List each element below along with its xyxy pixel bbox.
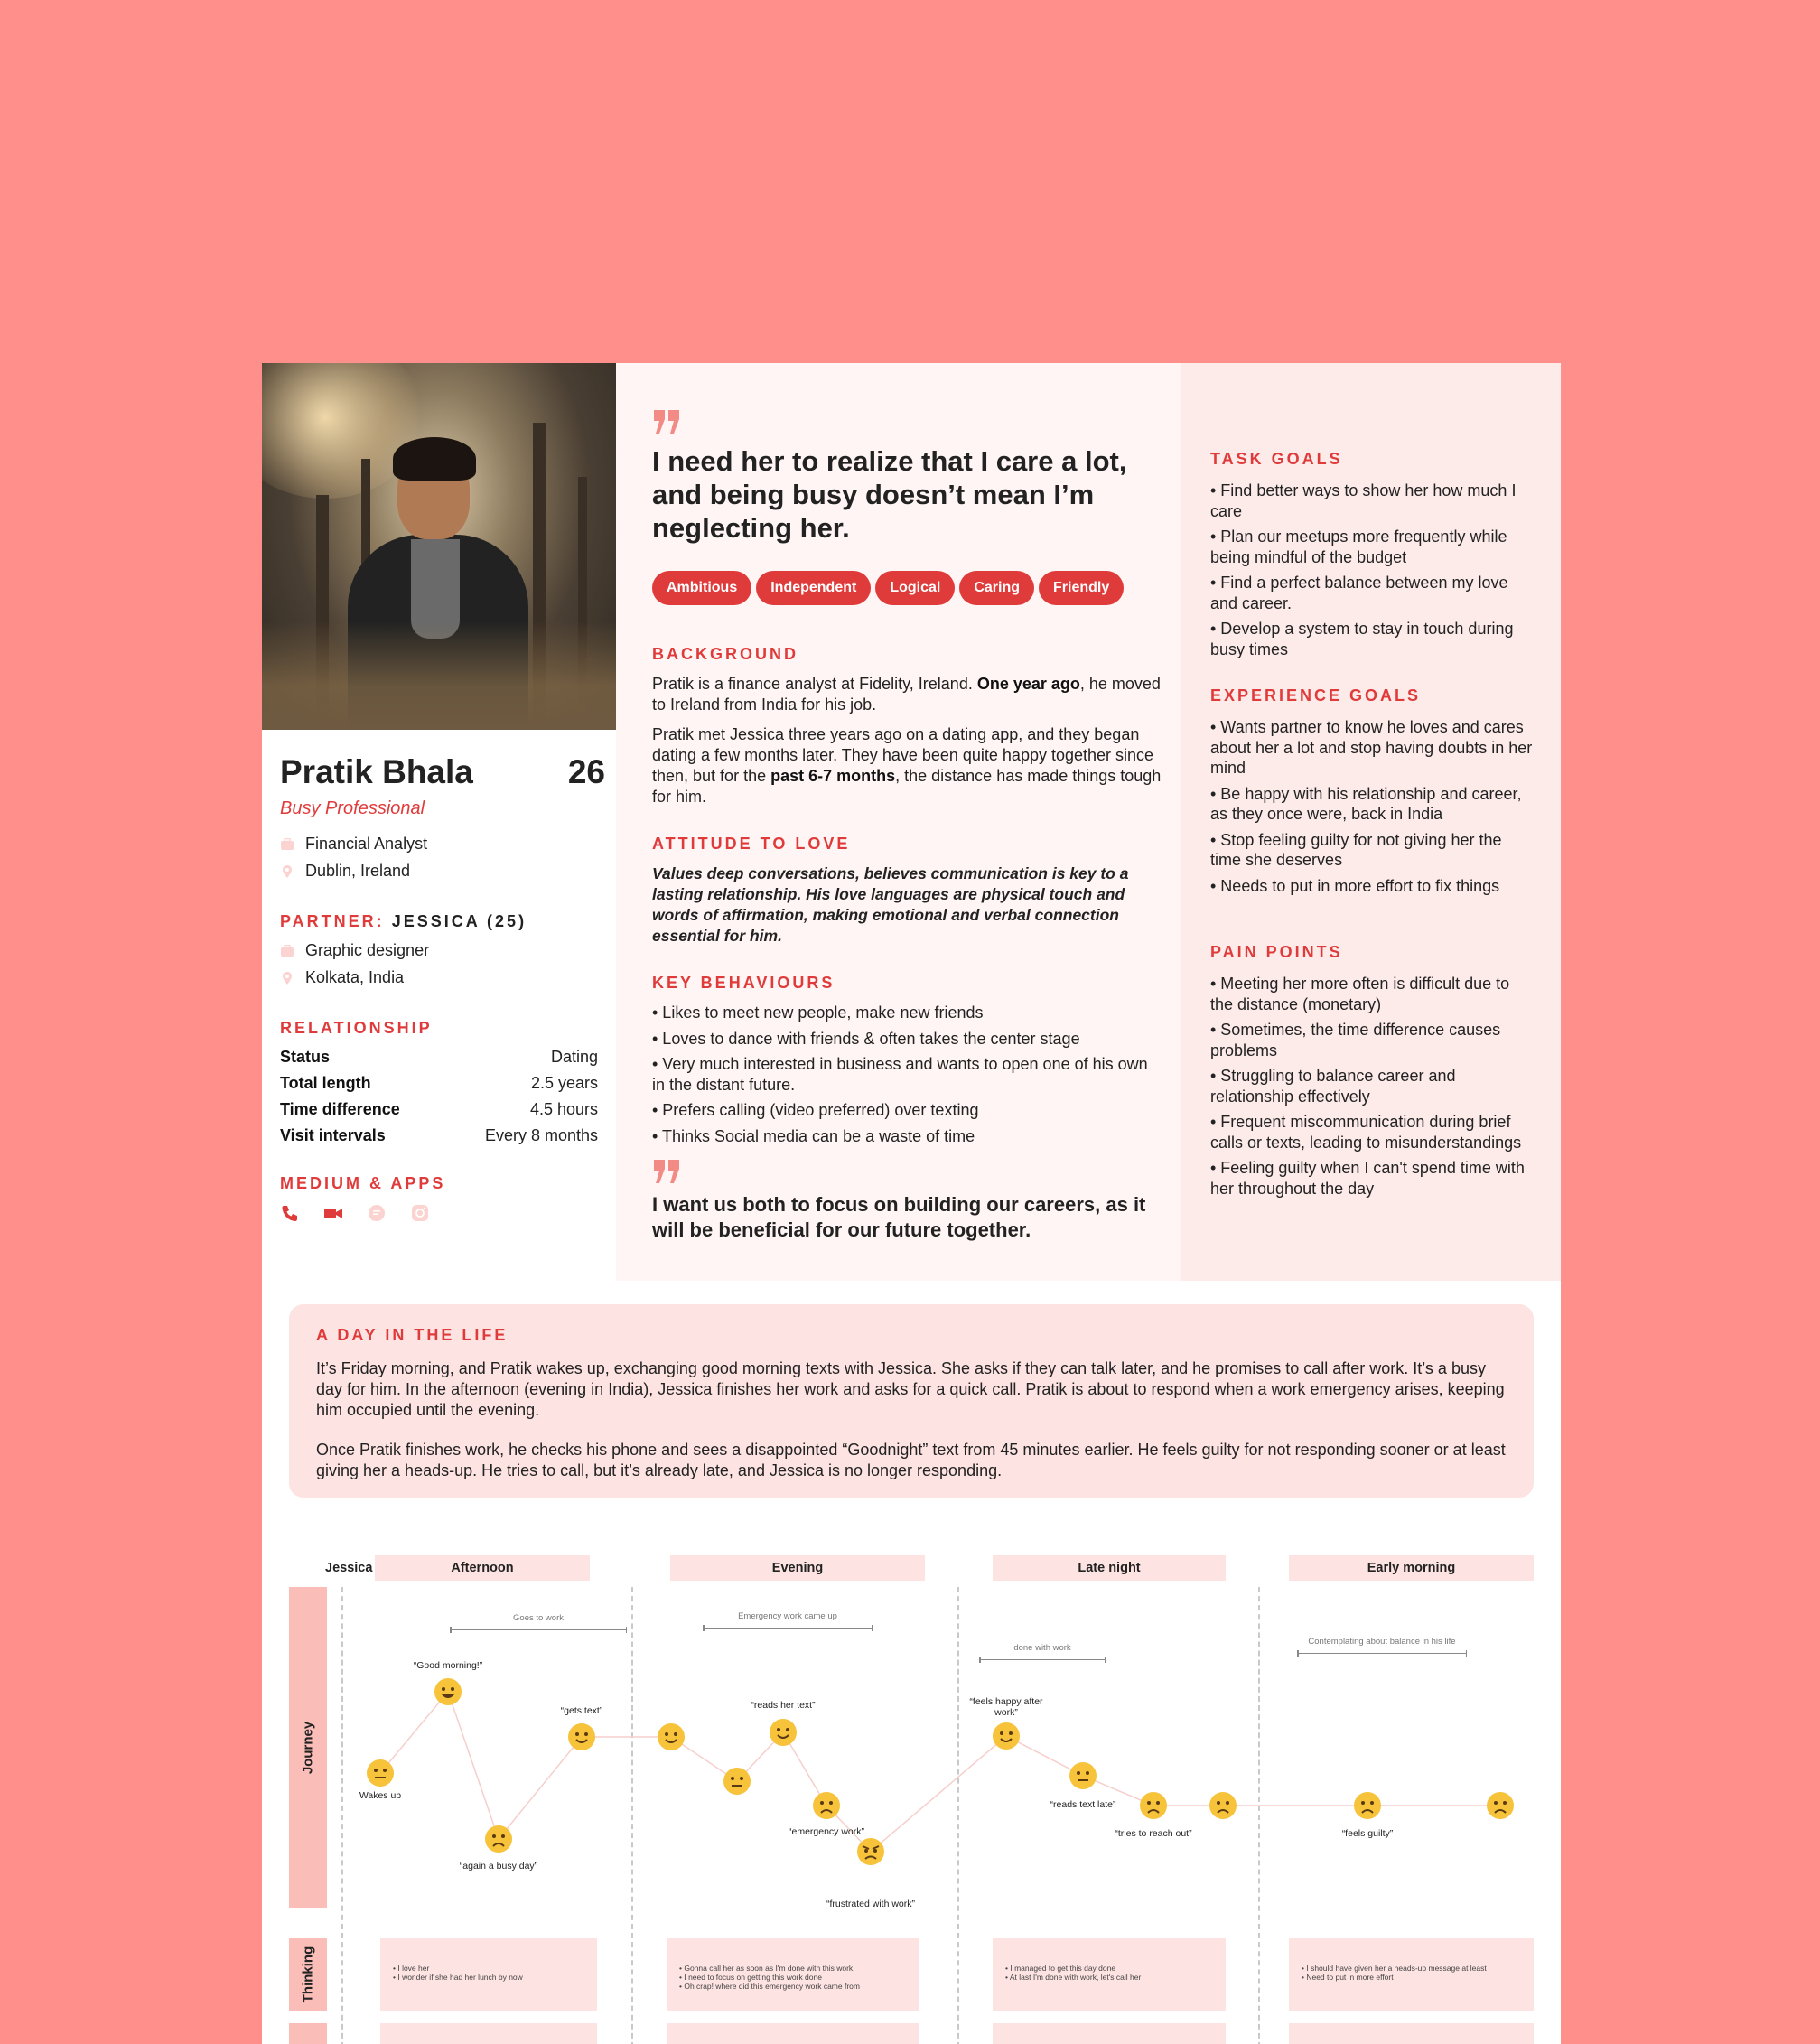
emoji-happy-icon <box>992 1722 1021 1750</box>
emoji-sad-icon <box>1353 1791 1382 1820</box>
stage-divider <box>1258 1587 1260 2044</box>
emoji-sad-icon <box>1209 1791 1237 1820</box>
stage-divider <box>957 1587 959 2044</box>
journey-point-label: “gets text” <box>560 1705 603 1716</box>
experience-goals-list <box>1210 717 1535 901</box>
persona-location: Dublin, Ireland <box>280 862 410 881</box>
background-paragraph-2: Pratik met Jessica three years ago on a dating app, and they began dating a few months later. They have been quite happy together since then, but for the past 6-7 months, the distance has made things tough for him. <box>652 725 1162 806</box>
trait-tag: Independent <box>756 571 871 605</box>
phone-icon <box>280 1203 300 1223</box>
day-in-life-paragraph-1: It’s Friday morning, and Pratik wakes up, exchanging good morning texts with Jessica. She asks if they can talk later, and he promises to call after work. It’s a busy day for him. In the afternoon (evening in India), Jessica finishes her work and asks for a quick call. Pratik is about to respond when a work emergency arises, keeping him occupied until the evening. <box>316 1359 1505 1419</box>
list-item: • Prefers calling (video preferred) over texting <box>652 1101 979 1119</box>
span-bar <box>703 1628 873 1629</box>
pain-points-heading: PAIN POINTS <box>1210 943 1343 961</box>
persona-card <box>262 363 1561 2044</box>
journey-point-label: “again a busy day” <box>459 1861 538 1871</box>
emoji-sad-icon <box>1486 1791 1515 1820</box>
instagram-icon <box>410 1203 430 1223</box>
journey-point-label: “feels happy after work” <box>969 1696 1043 1718</box>
row-label-thinking: Thinking <box>289 1938 327 2011</box>
emoji-happy-icon <box>769 1718 798 1747</box>
journey-point-label: “reads text late” <box>1050 1799 1116 1810</box>
emoji-angry-icon <box>856 1837 885 1866</box>
span-bar <box>450 1629 627 1630</box>
span-label: Emergency work came up <box>738 1611 837 1621</box>
experience-goals-heading: EXPERIENCE GOALS <box>1210 686 1422 705</box>
relationship-row: Total length 2.5 years <box>280 1074 598 1092</box>
span-label: Goes to work <box>513 1613 564 1623</box>
video-call-icon <box>323 1203 343 1223</box>
emoji-very-happy-icon <box>434 1677 462 1706</box>
background-heading: BACKGROUND <box>652 645 798 663</box>
persona-job: Financial Analyst <box>280 835 427 854</box>
list-item: • Find a perfect balance between my love and career. <box>1210 574 1508 612</box>
task-goals-list <box>1210 481 1535 665</box>
thinking-card: • Gonna call her as soon as I'm done with this work. • I need to focus on getting this work done • Oh crap! where did this emergency work came from <box>667 1938 919 2011</box>
trait-tag: Logical <box>875 571 955 605</box>
emoji-happy-icon <box>657 1722 686 1751</box>
next-row-card <box>993 2023 1226 2044</box>
stage-early-morning: Early morning <box>1289 1555 1534 1581</box>
persona-photo <box>262 363 616 730</box>
row-label-journey: Journey <box>289 1587 327 1908</box>
pain-points-list <box>1210 974 1535 1204</box>
persona-age: 26 <box>567 753 605 790</box>
relationship-row: Time difference 4.5 hours <box>280 1100 598 1118</box>
quote-icon <box>652 408 683 435</box>
stage-late-night: Late night <box>993 1555 1226 1581</box>
list-item: • Wants partner to know he loves and cares about her a lot and stop having doubts in her mind <box>1210 718 1533 777</box>
list-item: • Very much interested in business and wants to open one of his own in the distant future. <box>652 1055 1148 1094</box>
span-label: Contemplating about balance in his life <box>1308 1637 1456 1647</box>
chat-icon <box>367 1203 387 1223</box>
day-in-life-paragraph-2: Once Pratik finishes work, he checks his phone and sees a disappointed “Goodnight” text from 45 minutes earlier. He feels guilty for not responding sooner or at least giving her a heads-up. He tries to call, but it’s already late, and Jessica is no longer responding. <box>316 1441 1506 1479</box>
location-pin-icon <box>280 865 294 878</box>
medium-apps-heading: MEDIUM & APPS <box>280 1174 446 1192</box>
day-in-life-heading: A DAY IN THE LIFE <box>316 1326 509 1344</box>
list-item: • Sometimes, the time difference causes problems <box>1210 1021 1501 1059</box>
briefcase-icon <box>280 838 294 851</box>
list-item: • Be happy with his relationship and career, as they once were, back in India <box>1210 784 1522 823</box>
span-bar <box>1297 1653 1467 1654</box>
list-item: • Feeling guilty when I can't spend time with her throughout the day <box>1210 1159 1525 1198</box>
list-item: • Loves to dance with friends & often takes the center stage <box>652 1029 1080 1048</box>
journey-point-label: “emergency work” <box>788 1826 865 1837</box>
thinking-card: • I should have given her a heads-up message at least • Need to put in more effort <box>1289 1938 1534 2011</box>
emoji-neutral-icon <box>1069 1761 1097 1790</box>
list-item: • Develop a system to stay in touch during busy times <box>1210 620 1514 658</box>
task-goals-heading: TASK GOALS <box>1210 450 1343 468</box>
persona-name: Pratik Bhala <box>280 753 473 790</box>
list-item: • Find better ways to show her how much I care <box>1210 481 1517 520</box>
next-row-card <box>1289 2023 1534 2044</box>
next-row-card <box>667 2023 919 2044</box>
next-row-card <box>380 2023 597 2044</box>
briefcase-icon <box>280 945 294 957</box>
behaviours-list <box>652 1003 1158 1152</box>
emoji-sad-icon <box>1139 1791 1168 1820</box>
journey-point-label: “reads her text” <box>751 1700 816 1711</box>
trait-tag: Ambitious <box>652 571 751 605</box>
journey-persona-label: Jessica <box>325 1561 373 1575</box>
list-item: • Thinks Social media can be a waste of time <box>652 1126 975 1145</box>
thinking-card: • I love her • I wonder if she had her lunch by now <box>380 1938 597 2011</box>
trait-tags <box>652 571 1124 605</box>
behaviours-heading: KEY BEHAVIOURS <box>652 974 835 992</box>
location-pin-icon <box>280 972 294 985</box>
trait-tag: Caring <box>959 571 1034 605</box>
journey-point-label: “feels guilty” <box>1341 1828 1394 1839</box>
list-item: • Needs to put in more effort to fix things <box>1210 876 1500 895</box>
emoji-happy-icon <box>567 1722 596 1751</box>
emoji-sad-icon <box>484 1825 513 1853</box>
main-quote: I need her to realize that I care a lot, and being busy doesn’t mean I’m neglecting her. <box>652 445 1127 544</box>
journey-point-label: “frustrated with work” <box>826 1899 916 1909</box>
stage-afternoon: Afternoon <box>375 1555 590 1581</box>
stage-divider <box>631 1587 633 2044</box>
persona-details <box>616 363 1181 1281</box>
trait-tag: Friendly <box>1039 571 1124 605</box>
background-paragraph-1: Pratik is a finance analyst at Fidelity, Ireland. One year ago, he moved to Ireland from India for his job. <box>652 675 1161 714</box>
bottom-quote: I want us both to focus on building our careers, as it will be beneficial for our future together. <box>652 1193 1146 1241</box>
day-in-life <box>289 1304 1534 1498</box>
partner-heading: PARTNER: JESSICA (25) <box>280 912 527 930</box>
list-item: • Meeting her more often is difficult due to the distance (monetary) <box>1210 975 1510 1013</box>
emoji-neutral-icon <box>366 1759 395 1787</box>
span-bar <box>979 1659 1106 1660</box>
relationship-row: Visit intervals Every 8 months <box>280 1126 598 1144</box>
list-item: • Frequent miscommunication during brief calls or texts, leading to misunderstandings <box>1210 1113 1522 1152</box>
journey-point-label: “Good morning!” <box>413 1660 483 1671</box>
relationship-heading: RELATIONSHIP <box>280 1019 433 1037</box>
partner-location: Kolkata, India <box>280 968 404 987</box>
attitude-text: Values deep conversations, believes communication is key to a lasting relationship. His love languages are physical touch and words of affirmation, making emotional and verbal connection essential for him. <box>652 864 1129 945</box>
medium-apps <box>280 1203 430 1223</box>
list-item: • Plan our meetups more frequently while being mindful of the budget <box>1210 527 1507 566</box>
emoji-neutral-icon <box>723 1767 751 1796</box>
emoji-sad-icon <box>812 1791 841 1820</box>
persona-subtitle: Busy Professional <box>280 798 425 818</box>
span-label: done with work <box>1013 1643 1071 1653</box>
journey-point-label: Wakes up <box>359 1790 402 1801</box>
goals-column <box>1181 363 1561 1281</box>
partner-job: Graphic designer <box>280 941 429 960</box>
stage-evening: Evening <box>670 1555 925 1581</box>
quote-icon <box>652 1158 683 1185</box>
thinking-card: • I managed to get this day done • At last I'm done with work, let's call her <box>993 1938 1226 2011</box>
row-label-next <box>289 2023 327 2044</box>
list-item: • Stop feeling guilty for not giving her the time she deserves <box>1210 830 1502 869</box>
stage-divider <box>341 1587 343 2044</box>
journey-point-label: “tries to reach out” <box>1115 1828 1192 1839</box>
relationship-row: Status Dating <box>280 1048 598 1066</box>
attitude-heading: ATTITUDE TO LOVE <box>652 835 851 853</box>
list-item: • Likes to meet new people, make new friends <box>652 1003 984 1022</box>
list-item: • Struggling to balance career and relationship effectively <box>1210 1067 1456 1106</box>
